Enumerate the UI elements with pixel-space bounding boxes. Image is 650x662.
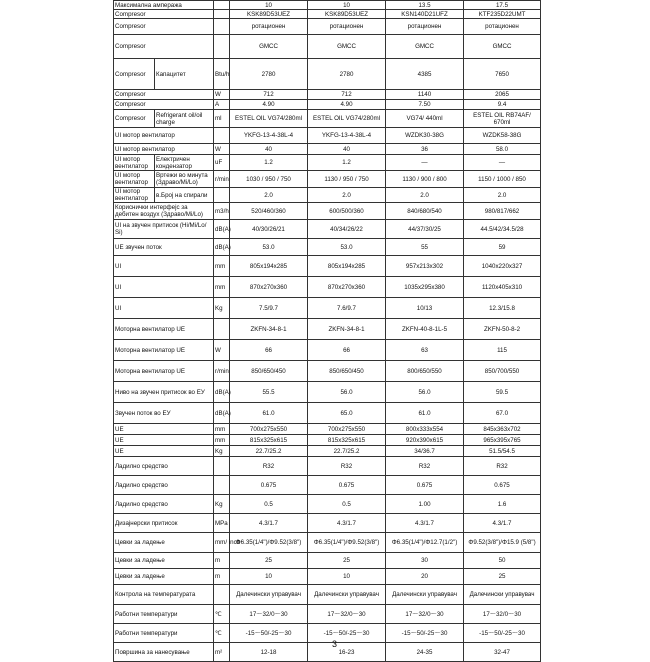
row-unit: m <box>214 553 230 569</box>
value-cell: 2.0 <box>308 188 386 203</box>
row-unit: m² <box>214 643 230 662</box>
row-label: Површина за нанесување <box>114 643 214 662</box>
value-cell: 24-35 <box>386 643 464 662</box>
value-cell: 4385 <box>386 59 464 90</box>
table-row <box>114 569 541 585</box>
value-cell: 0.675 <box>230 476 308 495</box>
value-cell: 25 <box>230 553 308 569</box>
value-cell: R32 <box>464 457 541 476</box>
value-cell: 1120x405x310 <box>464 277 541 298</box>
value-cell: Далечински управувач <box>230 585 308 605</box>
table-row <box>114 100 541 110</box>
row-unit: Kg <box>214 298 230 319</box>
row-label: Кориснички интерфејс за дебитен воздух (Здраво/Mi/Lo) <box>114 203 214 220</box>
table-row <box>114 340 541 361</box>
value-cell: 56.0 <box>308 382 386 403</box>
table-row <box>114 298 541 319</box>
value-cell: 50 <box>464 553 541 569</box>
value-cell: ротационен <box>464 19 541 35</box>
value-cell: YKFG-13-4-38L-4 <box>308 128 386 144</box>
value-cell: R32 <box>386 457 464 476</box>
row-label: UI <box>114 298 214 319</box>
value-cell: 1.2 <box>308 155 386 171</box>
row-unit <box>214 476 230 495</box>
value-cell: 53.0 <box>230 239 308 256</box>
row-sublabel: Refrigerant oil/oil charge <box>155 110 214 128</box>
value-cell: 0.675 <box>464 476 541 495</box>
table-row <box>114 1 541 10</box>
value-cell: GMCC <box>464 35 541 59</box>
value-cell: 7.50 <box>386 100 464 110</box>
value-cell: 957x213x302 <box>386 256 464 277</box>
row-sublabel: в.Број на спирали <box>155 188 214 203</box>
table-row <box>114 203 541 220</box>
row-unit: Kg <box>214 495 230 514</box>
row-unit: MPa <box>214 514 230 533</box>
value-cell: 2065 <box>464 90 541 100</box>
value-cell: Далечински управувач <box>308 585 386 605</box>
row-unit: dB(A) <box>214 239 230 256</box>
table-row <box>114 19 541 35</box>
value-cell: 22.7/25.2 <box>308 446 386 457</box>
row-unit: dB(A) <box>214 403 230 424</box>
value-cell: 2.0 <box>386 188 464 203</box>
row-unit <box>214 35 230 59</box>
value-cell: 55 <box>386 239 464 256</box>
value-cell: KSK89D53UEZ <box>230 10 308 19</box>
value-cell: 0.5 <box>230 495 308 514</box>
value-cell: 7.6/9.7 <box>308 298 386 319</box>
value-cell: 10 <box>230 569 308 585</box>
value-cell: 59 <box>464 239 541 256</box>
row-label: Работни температури <box>114 624 214 643</box>
row-unit: m <box>214 569 230 585</box>
value-cell: 1130 / 900 / 800 <box>386 171 464 188</box>
value-cell: 40/30/26/21 <box>230 220 308 239</box>
value-cell: 40 <box>230 144 308 155</box>
row-label: Ладилно средство <box>114 476 214 495</box>
value-cell: — <box>386 155 464 171</box>
table-row <box>114 256 541 277</box>
value-cell: 44/37/30/25 <box>386 220 464 239</box>
row-label: Моторна вентилатор UE <box>114 340 214 361</box>
value-cell: 16-23 <box>308 643 386 662</box>
value-cell: 59.5 <box>464 382 541 403</box>
table-row <box>114 128 541 144</box>
table-row <box>114 59 541 90</box>
value-cell: -15～50/-25～30 <box>308 624 386 643</box>
value-cell: -15～50/-25～30 <box>386 624 464 643</box>
table-row <box>114 361 541 382</box>
value-cell: 66 <box>308 340 386 361</box>
table-row <box>114 403 541 424</box>
value-cell: 67.0 <box>464 403 541 424</box>
value-cell: KSN140D21UFZ <box>386 10 464 19</box>
row-unit: mm <box>214 277 230 298</box>
value-cell: 712 <box>230 90 308 100</box>
row-label: UI мотор вентилатор <box>114 128 214 144</box>
value-cell: 30 <box>386 553 464 569</box>
value-cell: 2.0 <box>464 188 541 203</box>
value-cell: 1030 / 950 / 750 <box>230 171 308 188</box>
value-cell: 17～32/0～30 <box>386 605 464 624</box>
row-label: Compresor <box>114 35 214 59</box>
row-label: Моторна вентилатор UE <box>114 361 214 382</box>
row-label: Звучен поток во ЕУ <box>114 403 214 424</box>
row-unit: mm <box>214 256 230 277</box>
value-cell: ротационен <box>386 19 464 35</box>
value-cell: ZKFN-34-8-1 <box>308 319 386 340</box>
value-cell: Φ6.35(1/4")/Φ9.52(3/8") <box>230 533 308 553</box>
row-label: Compresor <box>114 90 214 100</box>
value-cell: ротационен <box>308 19 386 35</box>
value-cell: 712 <box>308 90 386 100</box>
row-unit: mm <box>214 435 230 446</box>
value-cell: 55.5 <box>230 382 308 403</box>
value-cell: ZKFN-34-8-1 <box>230 319 308 340</box>
row-unit: W <box>214 90 230 100</box>
value-cell: ESTEL OIL RB74AF/ 670ml <box>464 110 541 128</box>
row-sublabel: Вртежи во минута (Здраво/Mi/Lo) <box>155 171 214 188</box>
value-cell: 1.00 <box>386 495 464 514</box>
value-cell: 61.0 <box>230 403 308 424</box>
value-cell: 17～32/0～30 <box>464 605 541 624</box>
row-label: UI <box>114 256 214 277</box>
table-row <box>114 90 541 100</box>
row-label: UE <box>114 424 214 435</box>
table-row <box>114 144 541 155</box>
value-cell: 700x275x550 <box>308 424 386 435</box>
value-cell: ESTEL OIL VG74/280ml <box>230 110 308 128</box>
table-row <box>114 110 541 128</box>
row-unit: ℃ <box>214 624 230 643</box>
table-row <box>114 319 541 340</box>
table-row <box>114 643 541 662</box>
value-cell: 4.3/1.7 <box>230 514 308 533</box>
row-unit: dB(A) <box>214 382 230 403</box>
row-label: Цевки за ладење <box>114 533 214 553</box>
value-cell: 115 <box>464 340 541 361</box>
value-cell: 2780 <box>230 59 308 90</box>
value-cell: 34/36.7 <box>386 446 464 457</box>
value-cell: 7650 <box>464 59 541 90</box>
value-cell: 1130 / 950 / 750 <box>308 171 386 188</box>
table-row <box>114 457 541 476</box>
value-cell: 25 <box>308 553 386 569</box>
row-label: Дизајнерски притисок <box>114 514 214 533</box>
value-cell: 800x333x554 <box>386 424 464 435</box>
row-unit <box>214 319 230 340</box>
value-cell: Далечински управувач <box>386 585 464 605</box>
page-number: 3 <box>332 639 338 649</box>
row-label: UI на звучен притисок (Hi/Mi/Lo/ Si) <box>114 220 214 239</box>
row-label: UE <box>114 446 214 457</box>
table-row <box>114 382 541 403</box>
value-cell: 40/34/26/22 <box>308 220 386 239</box>
row-unit: r/min <box>214 171 230 188</box>
row-unit: mm/ inch <box>214 533 230 553</box>
row-label: Compresor <box>114 100 214 110</box>
row-unit: dB(A) <box>214 220 230 239</box>
value-cell: KSK89D53UEZ <box>308 10 386 19</box>
value-cell: 13.5 <box>386 1 464 10</box>
value-cell: 4.3/1.7 <box>464 514 541 533</box>
value-cell: ESTEL OIL VG74/280ml <box>308 110 386 128</box>
value-cell: 520/460/360 <box>230 203 308 220</box>
value-cell: Далечински управувач <box>464 585 541 605</box>
value-cell: 10/13 <box>386 298 464 319</box>
value-cell: Φ9.52(3/8")/Φ15.9 (5/8") <box>464 533 541 553</box>
value-cell: 66 <box>230 340 308 361</box>
table-row <box>114 188 541 203</box>
value-cell: ZKFN-50-8-2 <box>464 319 541 340</box>
value-cell: 4.90 <box>308 100 386 110</box>
value-cell: 965x395x765 <box>464 435 541 446</box>
value-cell: WZDK30-38G <box>386 128 464 144</box>
value-cell: 9.4 <box>464 100 541 110</box>
row-unit: ℃ <box>214 605 230 624</box>
value-cell: 32-47 <box>464 643 541 662</box>
row-unit: ml <box>214 110 230 128</box>
table-row <box>114 533 541 553</box>
value-cell: 22.7/25.2 <box>230 446 308 457</box>
value-cell: 850/700/550 <box>464 361 541 382</box>
row-label: UI мотор вентилатор <box>114 188 155 203</box>
value-cell: 40 <box>308 144 386 155</box>
row-label: Ниво на звучен притисок во ЕУ <box>114 382 214 403</box>
row-label: UI <box>114 277 214 298</box>
value-cell: Φ6.35(1/4")/Φ9.52(3/8") <box>308 533 386 553</box>
row-label: Compresor <box>114 19 214 35</box>
value-cell: 850/650/450 <box>230 361 308 382</box>
table-row <box>114 277 541 298</box>
table-row <box>114 553 541 569</box>
value-cell: 870x270x360 <box>308 277 386 298</box>
row-unit: r/min <box>214 361 230 382</box>
row-unit <box>214 585 230 605</box>
value-cell: 12.3/15.8 <box>464 298 541 319</box>
value-cell: 805x194x285 <box>308 256 386 277</box>
value-cell: 1150 / 1000 / 850 <box>464 171 541 188</box>
row-label: UI мотор вентилатор <box>114 171 155 188</box>
row-unit <box>214 19 230 35</box>
table-row <box>114 171 541 188</box>
value-cell: GMCC <box>230 35 308 59</box>
spec-table <box>113 0 541 662</box>
value-cell: 4.90 <box>230 100 308 110</box>
value-cell: 0.675 <box>308 476 386 495</box>
table-row <box>114 624 541 643</box>
value-cell: 65.0 <box>308 403 386 424</box>
value-cell: R32 <box>230 457 308 476</box>
value-cell: 1.2 <box>230 155 308 171</box>
value-cell: 870x270x360 <box>230 277 308 298</box>
row-unit <box>214 10 230 19</box>
value-cell: -15～50/-25～30 <box>230 624 308 643</box>
value-cell: 53.0 <box>308 239 386 256</box>
value-cell: 2.0 <box>230 188 308 203</box>
row-unit <box>214 1 230 10</box>
row-unit: Kg <box>214 446 230 457</box>
value-cell: 4.3/1.7 <box>386 514 464 533</box>
row-label: Compresor <box>114 10 214 19</box>
value-cell: KTF235D22UMT <box>464 10 541 19</box>
value-cell: GMCC <box>308 35 386 59</box>
value-cell: 44.5/42/34.5/28 <box>464 220 541 239</box>
value-cell: 600/500/360 <box>308 203 386 220</box>
value-cell: R32 <box>308 457 386 476</box>
table-row <box>114 424 541 435</box>
value-cell: 10 <box>308 1 386 10</box>
row-unit <box>214 128 230 144</box>
value-cell: — <box>464 155 541 171</box>
value-cell: 17.5 <box>464 1 541 10</box>
value-cell: WZDK58-38G <box>464 128 541 144</box>
row-unit <box>214 188 230 203</box>
value-cell: Φ6.35(1/4")/Φ12.7(1/2") <box>386 533 464 553</box>
value-cell: 2780 <box>308 59 386 90</box>
row-unit: m3/h <box>214 203 230 220</box>
value-cell: 0.5 <box>308 495 386 514</box>
value-cell: 1040x220x327 <box>464 256 541 277</box>
value-cell: 840/680/540 <box>386 203 464 220</box>
table-row <box>114 446 541 457</box>
value-cell: 815x325x615 <box>230 435 308 446</box>
table-row <box>114 435 541 446</box>
value-cell: ZKFN-40-8-1L-5 <box>386 319 464 340</box>
value-cell: YKFG-13-4-38L-4 <box>230 128 308 144</box>
value-cell: GMCC <box>386 35 464 59</box>
value-cell: 700x275x550 <box>230 424 308 435</box>
row-unit <box>214 457 230 476</box>
table-row <box>114 155 541 171</box>
value-cell: 10 <box>230 1 308 10</box>
value-cell: 1035x295x380 <box>386 277 464 298</box>
value-cell: 36 <box>386 144 464 155</box>
value-cell: 10 <box>308 569 386 585</box>
table-row <box>114 514 541 533</box>
row-label: Работни температури <box>114 605 214 624</box>
value-cell: 63 <box>386 340 464 361</box>
table-row <box>114 239 541 256</box>
row-label: Цевки за ладење <box>114 569 214 585</box>
row-sublabel: Капацитет <box>155 59 214 90</box>
table-row <box>114 585 541 605</box>
value-cell: VG74/ 440ml <box>386 110 464 128</box>
value-cell: 56.0 <box>386 382 464 403</box>
value-cell: 12-18 <box>230 643 308 662</box>
table-row <box>114 495 541 514</box>
value-cell: ротационен <box>230 19 308 35</box>
row-unit: mm <box>214 424 230 435</box>
table-row <box>114 10 541 19</box>
row-label: Compresor <box>114 110 155 128</box>
row-unit: Btu/h <box>214 59 230 90</box>
value-cell: 17～32/0～30 <box>230 605 308 624</box>
row-unit: W <box>214 144 230 155</box>
row-label: UI мотор вентилатор <box>114 155 155 171</box>
row-label: UE звучен поток <box>114 239 214 256</box>
value-cell: 58.0 <box>464 144 541 155</box>
value-cell: 20 <box>386 569 464 585</box>
row-label: Цевки за ладење <box>114 553 214 569</box>
table-row <box>114 476 541 495</box>
row-label: Моторна вентилатор UE <box>114 319 214 340</box>
row-unit: uF <box>214 155 230 171</box>
row-unit: W <box>214 340 230 361</box>
value-cell: 0.675 <box>386 476 464 495</box>
row-label: Ладилно средство <box>114 457 214 476</box>
value-cell: 51.5/54.5 <box>464 446 541 457</box>
value-cell: 805x194x285 <box>230 256 308 277</box>
value-cell: 845x363x702 <box>464 424 541 435</box>
table-row <box>114 35 541 59</box>
value-cell: 850/650/450 <box>308 361 386 382</box>
value-cell: 4.3/1.7 <box>308 514 386 533</box>
row-sublabel: Електричен кондензатор <box>155 155 214 171</box>
row-label: Compresor <box>114 59 155 90</box>
row-label: Контрола на температурата <box>114 585 214 605</box>
value-cell: 17～32/0～30 <box>308 605 386 624</box>
row-label: UE <box>114 435 214 446</box>
row-label: Ладилно средство <box>114 495 214 514</box>
row-label: UI мотор вентилатор <box>114 144 214 155</box>
row-label: Максимална ампеража <box>114 1 214 10</box>
value-cell: 800/650/550 <box>386 361 464 382</box>
row-unit: A <box>214 100 230 110</box>
value-cell: 980/817/662 <box>464 203 541 220</box>
value-cell: 815x325x615 <box>308 435 386 446</box>
table-row <box>114 220 541 239</box>
table-row <box>114 605 541 624</box>
value-cell: -15～50/-25～30 <box>464 624 541 643</box>
value-cell: 7.5/9.7 <box>230 298 308 319</box>
value-cell: 61.0 <box>386 403 464 424</box>
value-cell: 1.6 <box>464 495 541 514</box>
value-cell: 1140 <box>386 90 464 100</box>
value-cell: 25 <box>464 569 541 585</box>
value-cell: 920x390x615 <box>386 435 464 446</box>
